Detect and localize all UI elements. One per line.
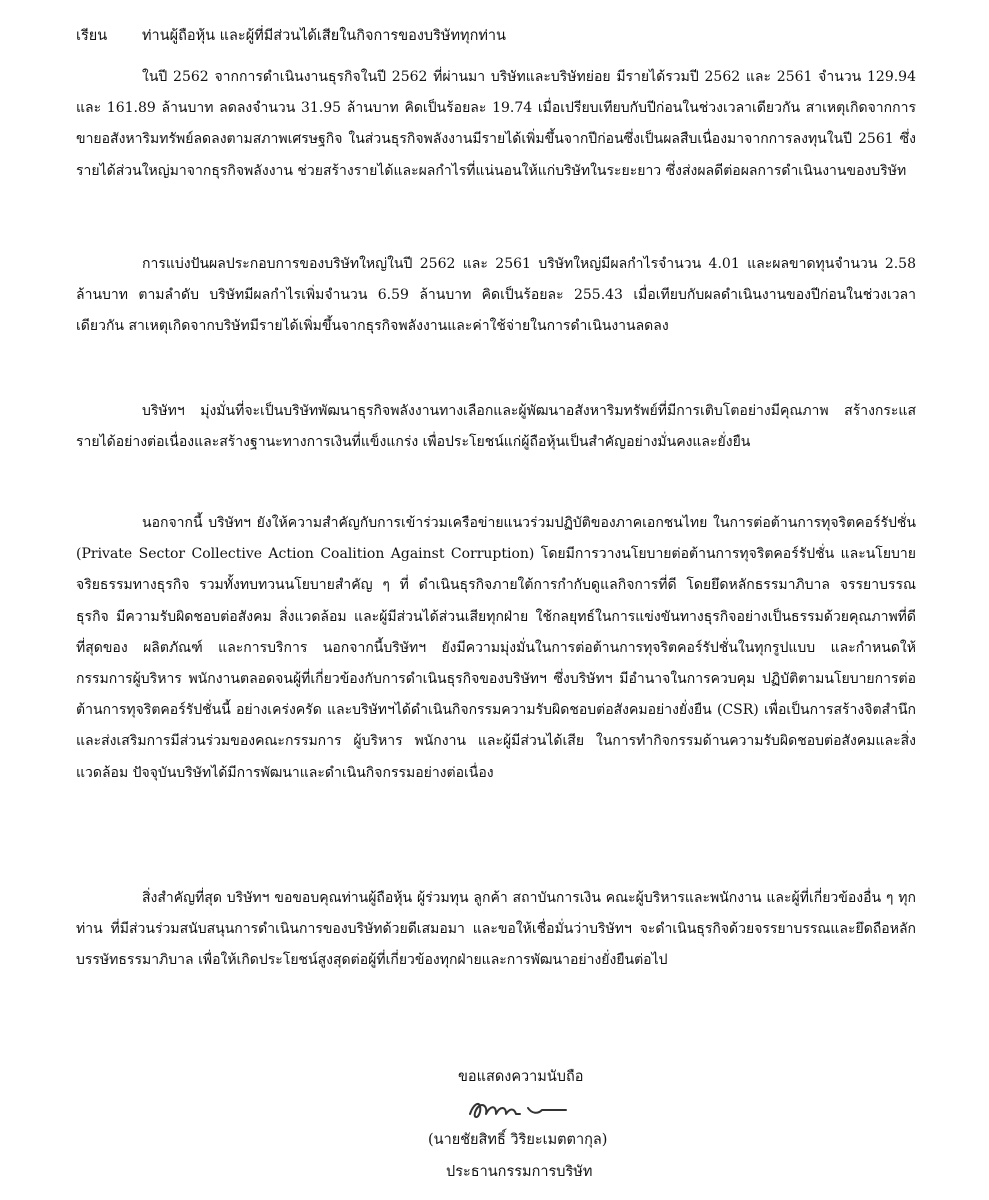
paragraph-thanks: สิ่งสำคัญที่สุด บริษัทฯ ขอขอบคุณท่านผู้ถือหุ้น ผู้ร่วมทุน ลูกค้า สถาบันการเงิน คณะผู้บริหารและพนักงาน และผู้ที่เกี่ยวข้องอื่น ๆ ทุกท่าน ที่มีส่วนร่วมสนับสนุนการดำเนินการของบริษัทด้วยดีเสมอมา และขอให้เชื่อมั่นว่าบริษัทฯ จะดำเนินธุรกิจด้วยจรรยาบรรณและยึดถือหลักบรรษัทธรรมาภิบาล เพื่อให้เกิดประโยชน์สูงสุดต่อผู้ที่เกี่ยวข้องทุกฝ่ายและการพัฒนาอย่างยั่งยืนต่อไป [76,890,916,969]
signer-name: (นายชัยสิทธิ์ วิริยะเมตตากุล) [428,1132,608,1148]
signature [462,1092,572,1128]
salutation-text: ท่านผู้ถือหุ้น และผู้ที่มีส่วนได้เสียในกิจการของบริษัททุกท่าน [142,28,506,44]
signer-title: ประธานกรรมการบริษัท [446,1164,593,1180]
closing-line: ขอแสดงความนับถือ [458,1069,584,1085]
paragraph-mission: บริษัทฯ มุ่งมั่นที่จะเป็นบริษัทพัฒนาธุรกิจพลังงานทางเลือกและผู้พัฒนาอสังหาริมทรัพย์ที่มีการเติบโตอย่างมีคุณภาพ สร้างกระแสรายได้อย่างต่อเนื่องและสร้างฐานะทางการเงินที่แข็งแกร่ง เพื่อประโยชน์แก่ผู้ถือหุ้นเป็นสำคัญอย่างมั่นคงและยั่งยืน [76,403,916,451]
salutation [76,26,506,46]
paragraph-revenue: ในปี 2562 จากการดำเนินงานธุรกิจในปี 2562 ที่ผ่านมา บริษัทและบริษัทย่อย มีรายได้รวมปี 2562 และ 2561 จำนวน 129.94 และ 161.89 ล้านบาท ลดลงจำนวน 31.95 ล้านบาท คิดเป็นร้อยละ 19.74 เมื่อเปรียบเทียบกับปีก่อนในช่วงเวลาเดียวกัน สาเหตุเกิดจากการขายอสังหาริมทรัพย์ลดลงตามสภาพเศรษฐกิจ ในส่วนธุรกิจพลังงานมีรายได้เพิ่มขึ้นจากปีก่อนซึ่งเป็นผลสืบเนื่องมาจากการลงทุนในปี 2561 ซึ่งรายได้ส่วนใหญ่มาจากธุรกิจพลังงาน ช่วยสร้างรายได้และผลกำไรที่แน่นอนให้แก่บริษัทในระยะยาว ซึ่งส่งผลดีต่อผลการดำเนินงานของบริษัท [76,69,916,179]
paragraph-anti-corruption: นอกจากนี้ บริษัทฯ ยังให้ความสำคัญกับการเข้าร่วมเครือข่ายแนวร่วมปฏิบัติของภาคเอกชนไทย ในการต่อต้านการทุจริตคอร์รัปชั่น (Private Sector Collective Action Coalition Against Corruption) โดยมีการวางนโยบายต่อต้านการทุจริตคอร์รัปชั่น และนโยบายจริยธรรมทางธุรกิจ รวมทั้งทบทวนนโยบายสำคัญ ๆ ที่ ดำเนินธุรกิจภายใต้การกำกับดูแลกิจการที่ดี โดยยึดหลักธรรมาภิบาล จรรยาบรรณธุรกิจ มีความรับผิดชอบต่อสังคม สิ่งแวดล้อม และผู้มีส่วนได้ส่วนเสียทุกฝ่าย ใช้กลยุทธ์ในการแข่งขันทางธุรกิจอย่างเป็นธรรมด้วยคุณภาพที่ดีที่สุดของ ผลิตภัณฑ์ และการบริการ นอกจากนี้บริษัทฯ ยังมีความมุ่งมั่นในการต่อต้านการทุจริตคอร์รัปชั่นในทุกรูปแบบ และกำหนดให้กรรมการผู้บริหาร พนักงานตลอดจนผู้ที่เกี่ยวข้องกับการดำเนินธุรกิจของบริษัทฯ ซึ่งบริษัทฯ มีอำนาจในการควบคุม ปฏิบัติตามนโยบายการต่อต้านการทุจริตคอร์รัปชั่นนี้ อย่างเคร่งครัด และบริษัทฯได้ดำเนินกิจกรรมความรับผิดชอบต่อสังคมอย่างยั่งยืน (CSR) เพื่อเป็นการสร้างจิตสำนึกและส่งเสริมการมีส่วนร่วมของคณะกรรมการ ผู้บริหาร พนักงาน และผู้มีส่วนได้เสีย ในการทำกิจกรรมด้านความรับผิดชอบต่อสังคมและสิ่งแวดล้อม ปัจจุบันบริษัทได้มีการพัฒนาและดำเนินกิจกรรมอย่างต่อเนื่อง [76,515,916,781]
paragraph-profit: การแบ่งปันผลประกอบการของบริษัทใหญ่ในปี 2562 และ 2561 บริษัทใหญ่มีผลกำไรจำนวน 4.01 และผลขาดทุนจำนวน 2.58 ล้านบาท ตามลำดับ บริษัทมีผลกำไรเพิ่มจำนวน 6.59 ล้านบาท คิดเป็นร้อยละ 255.43 เมื่อเทียบกับผลดำเนินงานของปีก่อนในช่วงเวลาเดียวกัน สาเหตุเกิดจากบริษัทมีรายได้เพิ่มขึ้นจากธุรกิจพลังงานและค่าใช้จ่ายในการดำเนินงานลดลง [76,256,916,335]
salutation-label: เรียน [76,28,108,44]
